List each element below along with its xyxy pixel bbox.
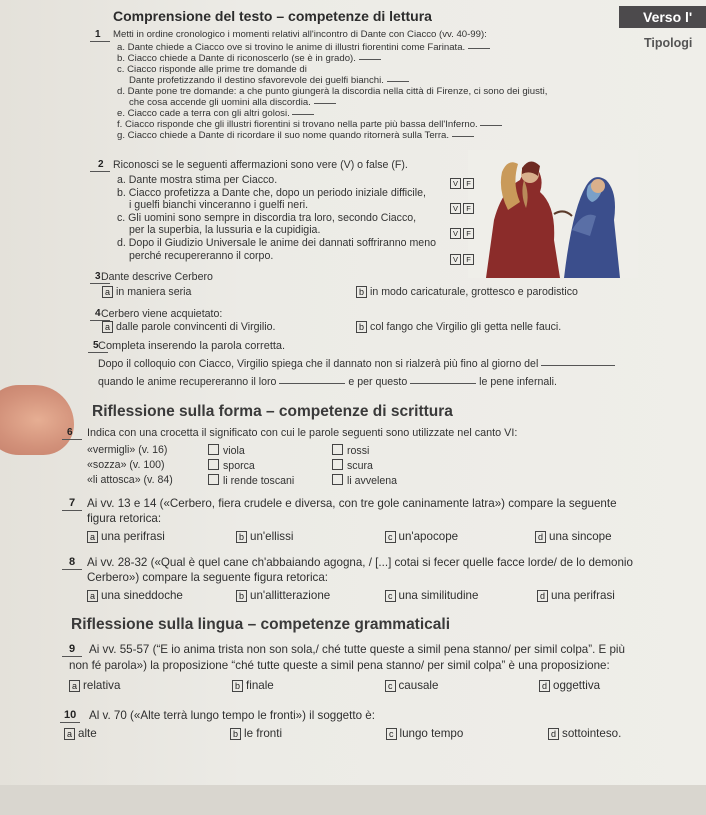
q6-number-underline (62, 439, 82, 440)
q5-number: 5 (93, 340, 99, 351)
q7-number: 7 (69, 497, 76, 509)
q3-letter-a: a (102, 286, 113, 298)
section-title-lingua: Riflessione sulla lingua – competenze grammaticali (71, 616, 451, 633)
q9-prompt-2: non fé parola») la proposizione “ché tutte queste a simil pena stanno/ per simil colpa” è una proposizione: (69, 659, 610, 672)
q6-opt-3a[interactable] (208, 474, 294, 487)
q6-word-3: «li attosca» (v. 84) (87, 474, 173, 486)
q7-option-d[interactable] (535, 530, 612, 543)
side-subtitle: Tipologi (644, 36, 693, 50)
q3-option-a-text: in maniera seria (116, 286, 192, 298)
q7-option-a[interactable] (87, 530, 165, 543)
q2-v-box-a[interactable]: V (450, 178, 461, 189)
q2-v-box-b[interactable]: V (450, 203, 461, 214)
q5-line2c: le pene infernali. (479, 376, 557, 388)
q6-opt-2b[interactable] (332, 459, 373, 472)
q7-number-underline (62, 510, 82, 511)
q6-word-2: «sozza» (v. 100) (87, 459, 165, 471)
q1-blank-c[interactable] (387, 81, 409, 82)
q2-f-box-a[interactable]: F (463, 178, 474, 189)
q6-opt-1a[interactable] (208, 444, 245, 457)
q8-option-d[interactable] (537, 589, 615, 602)
q1-blank-b[interactable] (359, 59, 381, 60)
thumb (0, 385, 74, 455)
q1-number-underline (90, 41, 110, 42)
q2-vf-a (448, 173, 474, 191)
q2-item-c-cont: per la superbia, la lussuria e la cupidigia. (129, 224, 321, 236)
q10-letter-d: d (548, 728, 559, 740)
q3-prompt: Dante descrive Cerbero (101, 271, 213, 283)
q4-number: 4 (95, 308, 101, 319)
q1-number: 1 (95, 29, 101, 40)
q10-prompt: Al v. 70 («Alte terrà lungo tempo le fronti») il soggetto è: (89, 709, 375, 722)
q6-opt-2a-text: sporca (223, 460, 255, 472)
q6-check-2b[interactable] (332, 459, 343, 470)
q6-number: 6 (67, 427, 73, 438)
q2-item-b: b. Ciacco profetizza a Dante che, dopo un periodo iniziale difficile, (117, 187, 426, 199)
q5-line2a: quando le anime recupereranno il loro (98, 376, 277, 388)
q2-f-box-d[interactable]: F (463, 254, 474, 265)
q7-letter-a: a (87, 531, 98, 543)
q9-number: 9 (69, 643, 76, 655)
q10-option-b-text: le fronti (244, 727, 283, 740)
q9-option-d-text: oggettiva (553, 679, 601, 692)
q3-number: 3 (95, 271, 101, 282)
q7-letter-c: c (385, 531, 396, 543)
q6-check-2a[interactable] (208, 459, 219, 470)
q8-number: 8 (69, 556, 76, 568)
q1-prompt: Metti in ordine cronologico i momenti relativi all'incontro di Dante con Ciacco (vv. 40-99): (113, 29, 487, 40)
q6-word-1: «vermigli» (v. 16) (87, 444, 168, 456)
page-bottom-edge (0, 785, 706, 815)
q1-blank-e[interactable] (292, 114, 314, 115)
q10-letter-b: b (230, 728, 241, 740)
q9-letter-c: c (385, 680, 396, 692)
side-tab-label: Verso l' (643, 9, 693, 25)
q2-v-box-c[interactable]: V (450, 228, 461, 239)
q1-item-c-cont: Dante profetizzando il destino sfavorevole dei guelfi bianchi. (129, 75, 384, 86)
q8-letter-d: d (537, 590, 548, 602)
q10-number-underline (60, 722, 80, 723)
q5-line2b: e per questo (348, 376, 408, 388)
q2-f-box-b[interactable]: F (463, 203, 474, 214)
q8-option-d-text: una perifrasi (551, 589, 615, 602)
q2-number: 2 (98, 159, 104, 170)
q9-letter-b: b (232, 680, 243, 692)
q1-item-e: e. Ciacco cade a terra con gli altri golosi. (117, 108, 290, 119)
q1-item-b: b. Ciacco chiede a Dante di riconoscerlo (se è in grado). (117, 53, 356, 64)
q10-option-d[interactable] (548, 727, 621, 740)
q7-option-a-text: una perifrasi (101, 530, 165, 543)
q10-option-c[interactable] (386, 727, 463, 740)
q5-prompt: Completa inserendo la parola corretta. (98, 340, 286, 352)
q7-option-c[interactable] (385, 530, 458, 543)
q2-vf-c (448, 223, 474, 241)
q8-letter-a: a (87, 590, 98, 602)
q3-letter-b: b (356, 286, 367, 298)
q1-blank-f[interactable] (480, 125, 502, 126)
q9-prompt-1: Ai vv. 55-57 (“E io anima trista non son sola,/ ché tutte queste a simil pena stanno/ per simil colpa”. E più (89, 643, 625, 656)
q5-line1: Dopo il colloquio con Ciacco, Virgilio spiega che il dannato non si rialzerà più fino al giorno del (98, 358, 539, 370)
q7-option-c-text: un'apocope (398, 530, 459, 543)
q6-opt-3b-text: li avvelena (347, 475, 398, 487)
page-title: Comprensione del testo – competenze di lettura (113, 8, 432, 24)
q9-letter-a: a (69, 680, 80, 692)
q5-number-underline (88, 352, 108, 353)
q8-option-a[interactable] (87, 589, 183, 602)
q2-prompt: Riconosci se le seguenti affermazioni sono vere (V) o false (F). (113, 159, 408, 171)
q4-option-b[interactable] (356, 321, 561, 333)
q7-option-d-text: una sincope (549, 530, 612, 543)
q2-item-b-cont: i guelfi bianchi vinceranno i guelfi neri. (129, 199, 309, 211)
q6-prompt: Indica con una crocetta il significato con cui le parole seguenti sono utilizzate nel canto VI: (87, 427, 518, 439)
q8-option-b[interactable] (236, 589, 330, 602)
q9-letter-d: d (539, 680, 550, 692)
q3-option-b[interactable] (356, 286, 578, 298)
q10-option-d-text: sottointeso. (562, 727, 622, 740)
q3-option-a[interactable] (102, 286, 191, 298)
q10-option-b[interactable] (230, 727, 282, 740)
q10-option-a[interactable] (64, 727, 97, 740)
q8-letter-b: b (236, 590, 247, 602)
q6-opt-1a-text: viola (223, 445, 245, 457)
q4-prompt: Cerbero viene acquietato: (101, 308, 223, 320)
dante-virgil-illustration (468, 150, 638, 278)
q7-option-b[interactable] (236, 530, 293, 543)
q6-opt-2a[interactable] (208, 459, 255, 472)
q2-item-a: a. Dante mostra stima per Ciacco. (117, 174, 278, 186)
q6-check-3a[interactable] (208, 474, 219, 485)
q8-letter-c: c (385, 590, 396, 602)
q2-number-underline (90, 171, 110, 172)
q9-option-a-text: relativa (83, 679, 121, 692)
q5-blank-2[interactable] (279, 383, 345, 384)
q6-opt-2b-text: scura (347, 460, 373, 472)
q2-v-box-d[interactable]: V (450, 254, 461, 265)
q8-prompt-2: Cerbero») compare la seguente figura retorica: (87, 571, 329, 584)
q10-letter-a: a (64, 728, 75, 740)
q7-prompt-1: Ai vv. 13 e 14 («Cerbero, fiera crudele e diversa, con tre gole caninamente latra») compare la seguente (87, 497, 617, 510)
section-title-forma: Riflessione sulla forma – competenze di scrittura (92, 403, 453, 420)
q5-blank-1[interactable] (541, 365, 615, 366)
q9-number-underline (62, 656, 82, 657)
q9-option-a[interactable] (69, 679, 120, 692)
q6-opt-3a-text: li rende toscani (223, 475, 295, 487)
q1-item-a: a. Dante chiede a Ciacco ove si trovino le anime di illustri fiorentini come Farinata. (117, 42, 466, 53)
q5-blank-3[interactable] (410, 383, 476, 384)
q9-option-c[interactable] (385, 679, 438, 692)
q3-option-b-text: in modo caricaturale, grottesco e parodistico (370, 286, 578, 298)
q8-option-c-text: una similitudine (398, 589, 479, 602)
q7-prompt-2: figura retorica: (87, 512, 162, 525)
q9-option-d[interactable] (539, 679, 600, 692)
q4-letter-b: b (356, 321, 367, 333)
q7-letter-b: b (236, 531, 247, 543)
q7-letter-d: d (535, 531, 546, 543)
q1-item-d: d. Dante pone tre domande: a che punto giungerà la discordia nella città di Firenze, ci sono dei giusti, (117, 86, 548, 97)
q9-option-b-text: finale (246, 679, 274, 692)
q6-check-3b[interactable] (332, 474, 343, 485)
q3-number-underline (90, 283, 110, 284)
q6-check-1a[interactable] (208, 444, 219, 455)
q4-option-a[interactable] (102, 321, 275, 333)
q10-option-c-text: lungo tempo (399, 727, 464, 740)
q8-option-b-text: un'allitterazione (250, 589, 331, 602)
q2-f-box-c[interactable]: F (463, 228, 474, 239)
q4-option-a-text: dalle parole convincenti di Virgilio. (116, 321, 276, 333)
side-tab (619, 6, 706, 28)
q7-option-b-text: un'ellissi (250, 530, 294, 543)
q8-option-a-text: una sineddoche (101, 589, 183, 602)
q1-item-g: g. Ciacco chiede a Dante di ricordare il suo nome quando ritornerà sulla Terra. (117, 130, 450, 141)
q1-item-d-cont: che cosa accende gli uomini alla discordia. (129, 97, 311, 108)
q9-option-c-text: causale (398, 679, 439, 692)
q2-vf-d (448, 249, 474, 267)
q8-option-c[interactable] (385, 589, 478, 602)
q2-vf-b (448, 198, 474, 216)
q1-item-f: f. Ciacco risponde che gli illustri fiorentini si trovano nella parte più bassa dell'Inferno. (117, 119, 478, 130)
q1-item-c: c. Ciacco risponde alle prime tre domande di (117, 64, 307, 75)
q8-number-underline (62, 569, 82, 570)
q6-opt-1b-text: rossi (347, 445, 370, 457)
q2-item-d-cont: perché recupereranno il corpo. (129, 250, 274, 262)
q10-option-a-text: alte (78, 727, 97, 740)
q6-opt-1b[interactable] (332, 444, 369, 457)
q4-option-b-text: col fango che Virgilio gli getta nelle fauci. (370, 321, 562, 333)
q6-check-1b[interactable] (332, 444, 343, 455)
q1-blank-g[interactable] (452, 136, 474, 137)
q1-blank-d[interactable] (314, 103, 336, 104)
q10-number: 10 (64, 709, 77, 721)
q2-item-d: d. Dopo il Giudizio Universale le anime dei dannati soffriranno meno (117, 237, 436, 249)
q2-item-c: c. Gli uomini sono sempre in discordia tra loro, secondo Ciacco, (117, 212, 417, 224)
q1-blank-a[interactable] (468, 48, 490, 49)
q9-option-b[interactable] (232, 679, 274, 692)
q6-opt-3b[interactable] (332, 474, 397, 487)
q8-prompt-1: Ai vv. 28-32 («Qual è quel cane ch'abbaiando agogna, / [...] cotai si fecer quelle facce lorde/ de lo demonio (87, 556, 633, 569)
q10-letter-c: c (386, 728, 397, 740)
q4-letter-a: a (102, 321, 113, 333)
